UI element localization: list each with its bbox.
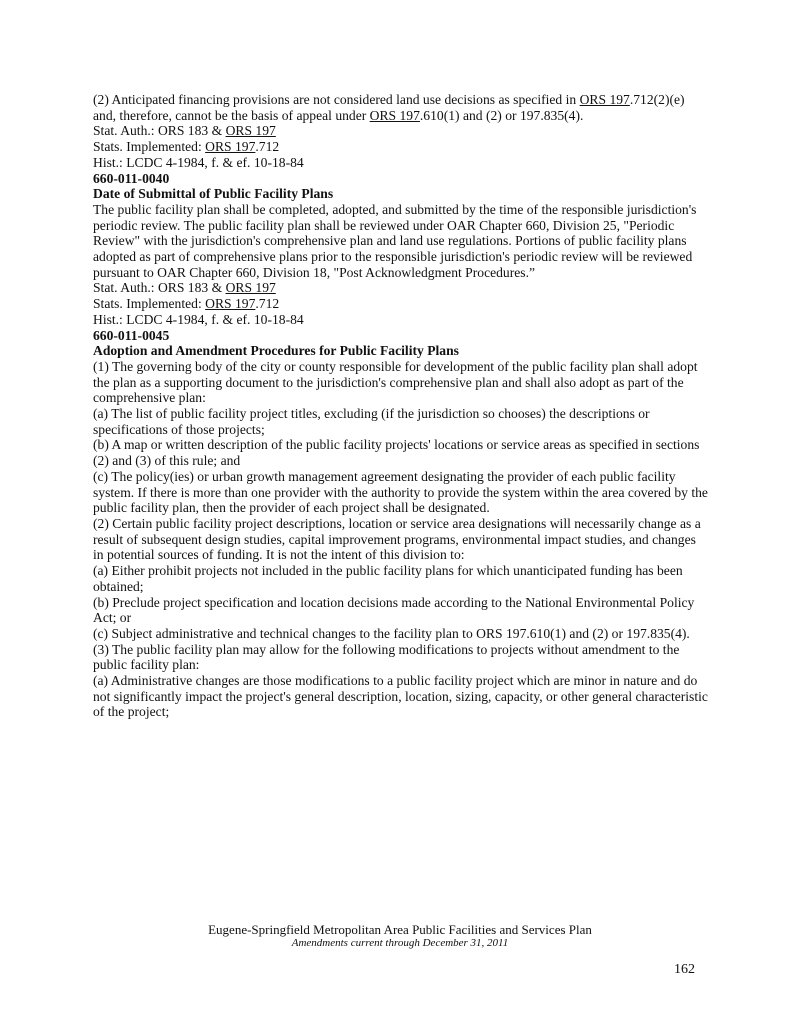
paragraph-text: Stats. Implemented: (93, 296, 206, 312)
statute-link[interactable]: ORS 197 (205, 296, 256, 312)
paragraph: (b) Preclude project specification and location decisions made according to the National Environmental Policy Act; or (93, 594, 695, 626)
section-heading: 660-011-0045 (93, 327, 170, 343)
paragraph-text: Stats. Implemented: (93, 139, 206, 155)
section-heading: Date of Submittal of Public Facility Plans (93, 186, 334, 202)
section-heading: Adoption and Amendment Procedures for Public Facility Plans (93, 343, 459, 359)
paragraph-text: .712 (255, 139, 280, 155)
paragraph (93, 280, 709, 296)
paragraph (93, 296, 709, 312)
footer-subtitle: Amendments current through December 31, 2011 (291, 937, 509, 949)
statute-link[interactable]: ORS 197 (369, 107, 420, 123)
paragraph: (2) Certain public facility project descriptions, location or service area designations will necessarily change as a result of subsequent design studies, capital improvement programs, environmental impact studies, and changes in potential sources of funding. It is not the intent of this division to: (93, 515, 701, 563)
statute-link[interactable]: ORS 197 (225, 280, 276, 296)
paragraph: Hist.: LCDC 4-1984, f. & ef. 10-18-84 (93, 311, 304, 327)
page-footer (0, 922, 800, 949)
paragraph-text: (2) Anticipated financing provisions are not considered land use decisions as specified in (93, 92, 580, 107)
paragraph: The public facility plan shall be completed, adopted, and submitted by the time of the responsible jurisdiction's periodic review. The public facility plan shall be reviewed under OAR Chapter 660, Division 25, "Periodic Review" with the jurisdiction's comprehensive plan and land use regulations. Portions of public facility plans adopted as part of comprehensive plans prior to the responsible jurisdiction's periodic review will be reviewed pursuant to OAR Chapter 660, Division 18, "Post Acknowledgment Procedures.” (93, 201, 697, 280)
paragraph-text: .610(1) and (2) or 197.835(4). (419, 107, 584, 123)
paragraph: (a) Either prohibit projects not included in the public facility plans for which unanticipated funding has been obtained; (93, 563, 683, 594)
paragraph: (a) Administrative changes are those modifications to a public facility project which are minor in nature and do not significantly impact the project's general description, location, sizing, capacity, or other general characteristic of the project; (93, 673, 708, 720)
statute-link[interactable]: ORS 197 (205, 139, 256, 155)
section-heading: 660-011-0040 (93, 170, 170, 186)
paragraph: Hist.: LCDC 4-1984, f. & ef. 10-18-84 (93, 154, 304, 170)
paragraph: (a) The list of public facility project titles, excluding (if the jurisdiction so chooses) the descriptions or specifications of those projects; (93, 406, 650, 437)
paragraph-text: Stat. Auth.: ORS 183 & (93, 123, 226, 139)
statute-link[interactable]: ORS 197 (579, 92, 630, 107)
paragraph: (1) The governing body of the city or county responsible for development of the public facility plan shall adopt the plan as a supporting document to the jurisdiction's comprehensive plan and shall also adopt as part of the comprehensive plan: (93, 358, 698, 406)
paragraph (93, 92, 709, 123)
paragraph (93, 123, 709, 139)
page-number: 162 (674, 962, 695, 977)
paragraph-text: .712(2)(e) and, therefore, cannot be the basis of appeal under (93, 92, 685, 123)
paragraph: (b) A map or written description of the public facility projects' locations or service areas as specified in sections (2) and (3) of this rule; and (93, 437, 700, 469)
paragraph: (3) The public facility plan may allow for the following modifications to projects without amendment to the public facility plan: (93, 641, 680, 673)
page-body (93, 92, 709, 720)
statute-link[interactable]: ORS 197 (225, 123, 276, 139)
paragraph-text: .712 (255, 296, 280, 312)
paragraph-text: Stat. Auth.: ORS 183 & (93, 280, 226, 296)
footer-title: Eugene-Springfield Metropolitan Area Public Facilities and Services Plan (208, 922, 592, 937)
paragraph: (c) Subject administrative and technical changes to the facility plan to ORS 197.610(1) and (2) or 197.835(4). (93, 625, 690, 641)
paragraph: (c) The policy(ies) or urban growth management agreement designating the provider of each public facility system. If there is more than one provider with the authority to provide the system within the area covered by the public facility plan, then the provider of each project shall be designated. (93, 468, 708, 516)
paragraph (93, 139, 709, 155)
